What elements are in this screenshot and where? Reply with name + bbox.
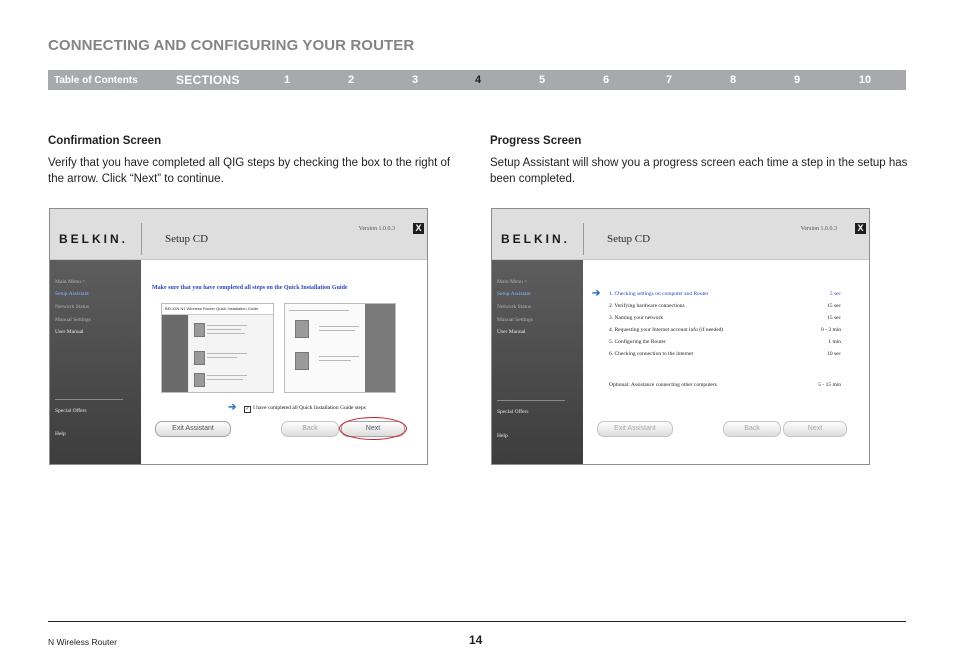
qig-preview-sidebar: [162, 315, 188, 392]
section-link-2[interactable]: 2: [347, 74, 355, 86]
section-link-6[interactable]: 6: [602, 74, 610, 86]
section-link-5[interactable]: 5: [538, 74, 546, 86]
app-sidebar: [50, 260, 141, 464]
text-line: [319, 360, 351, 361]
exit-assistant-button[interactable]: Exit Assistant: [155, 421, 231, 437]
exit-assistant-button[interactable]: Exit Assistant: [597, 421, 673, 437]
progress-description: Setup Assistant will show you a progress screen each time a step in the setup has been completed.: [490, 157, 908, 185]
section-link-10[interactable]: 10: [858, 74, 872, 86]
footer-product-name: N Wireless Router: [48, 637, 117, 647]
menu-special-offers[interactable]: Special Offers: [55, 408, 87, 414]
section-link-9[interactable]: 9: [793, 74, 801, 86]
text-line: [207, 333, 245, 334]
back-button[interactable]: Back: [281, 421, 339, 437]
progress-step: 1. Checking settings on computer and Router: [609, 291, 709, 297]
app-header: [50, 209, 427, 260]
next-button[interactable]: Next: [783, 421, 847, 437]
text-line: [207, 329, 241, 330]
confirmation-description: Verify that you have completed all QIG steps by checking the box to the right of the arrow. Click “Next” to continue.: [48, 157, 451, 185]
progress-step-time: 5 sec: [829, 291, 841, 297]
sidebar-divider: [497, 400, 565, 401]
confirmation-screenshot: [49, 208, 428, 465]
qig-preview-left: [161, 303, 274, 393]
text-line: [207, 379, 243, 380]
qig-complete-checkbox[interactable]: ✓: [245, 406, 250, 412]
app-title: Setup CD: [607, 233, 651, 245]
footer-divider: [48, 621, 906, 622]
confirmation-section: [48, 133, 466, 187]
text-line: [289, 310, 349, 311]
menu-user-manual[interactable]: User Manual: [497, 329, 526, 335]
belkin-logo: BELKIN.: [59, 232, 128, 246]
computer-image: [295, 320, 309, 338]
sections-label: SECTIONS: [176, 73, 240, 87]
close-icon[interactable]: X: [855, 223, 866, 234]
page-number: 14: [469, 633, 483, 647]
menu-special-offers[interactable]: Special Offers: [497, 409, 529, 415]
next-button[interactable]: Next: [341, 421, 405, 437]
progress-step: 2. Verifying hardware connections: [609, 303, 685, 309]
qig-complete-label: I have completed all Quick Installation Guide steps: [253, 405, 366, 411]
header-divider: [583, 223, 584, 255]
menu-help[interactable]: Help: [497, 433, 508, 439]
sidebar-divider: [55, 399, 123, 400]
qig-preview-side-panel: [365, 304, 395, 392]
back-button[interactable]: Back: [723, 421, 781, 437]
progress-step: 6. Checking connection to the internet: [609, 351, 694, 357]
section-link-3[interactable]: 3: [411, 74, 419, 86]
progress-step-time: 10 sec: [827, 351, 841, 357]
menu-main[interactable]: Main Menu >: [55, 279, 86, 285]
router-image: [194, 323, 205, 337]
section-link-7[interactable]: 7: [665, 74, 673, 86]
close-icon[interactable]: X: [413, 223, 424, 234]
section-nav: [48, 70, 906, 90]
version-label: Version 1.0.0.3: [358, 226, 395, 232]
progress-step-time: 0 - 3 min: [820, 327, 841, 333]
version-label: Version 1.0.0.3: [800, 226, 837, 232]
text-line: [207, 375, 247, 376]
section-link-1[interactable]: 1: [283, 74, 291, 86]
menu-setup-assistant[interactable]: Setup Assistant: [55, 291, 89, 297]
menu-help[interactable]: Help: [55, 431, 66, 437]
progress-screenshot: [491, 208, 870, 465]
qig-preview-page: [285, 304, 365, 392]
table-of-contents-link[interactable]: Table of Contents: [54, 75, 138, 86]
progress-section: [490, 133, 910, 187]
section-link-8[interactable]: 8: [729, 74, 737, 86]
section-link-4[interactable]: 4: [474, 74, 482, 86]
router-image: [194, 351, 205, 365]
confirmation-heading: Confirmation Screen: [48, 135, 162, 147]
menu-network-status[interactable]: Network Status: [497, 304, 532, 310]
menu-setup-assistant[interactable]: Setup Assistant: [497, 291, 531, 297]
progress-step: 4. Requesting your Internet account info (if needed): [609, 327, 724, 333]
arrow-right-icon: ➔: [228, 402, 237, 413]
qig-preview-body: [189, 315, 273, 392]
app-header: [492, 209, 869, 260]
current-step-arrow-icon: ➔: [592, 288, 601, 299]
progress-step-time: 15 sec: [827, 315, 841, 321]
text-line: [207, 357, 237, 358]
text-line: [319, 326, 359, 327]
progress-step-time: 1 min: [828, 339, 841, 345]
qig-instruction: Make sure that you have completed all steps on the Quick Installation Guide: [152, 285, 348, 291]
page-title: CONNECTING AND CONFIGURING YOUR ROUTER: [48, 37, 415, 54]
menu-network-status[interactable]: Network Status: [55, 304, 90, 310]
text-line: [319, 356, 359, 357]
menu-manual-settings[interactable]: Manual Settings: [55, 317, 91, 323]
text-line: [207, 353, 247, 354]
progress-heading: Progress Screen: [490, 135, 582, 147]
router-image: [194, 373, 205, 387]
progress-step-time: 15 sec: [827, 303, 841, 309]
computer-image: [295, 352, 309, 370]
qig-preview-header: BELKIN N1 Wireless Router Quick Installation Guide: [162, 304, 273, 315]
menu-user-manual[interactable]: User Manual: [55, 329, 84, 335]
qig-preview-right: [284, 303, 396, 393]
belkin-logo: BELKIN.: [501, 232, 570, 246]
app-title: Setup CD: [165, 233, 209, 245]
header-divider: [141, 223, 142, 255]
menu-manual-settings[interactable]: Manual Settings: [497, 317, 533, 323]
text-line: [207, 325, 247, 326]
menu-main[interactable]: Main Menu >: [497, 279, 528, 285]
app-sidebar: [492, 260, 583, 464]
optional-step: Optional: Assistance connecting other computers: [609, 382, 717, 388]
progress-step: 3. Naming your network: [609, 315, 664, 321]
optional-step-time: 5 - 15 min: [818, 382, 841, 388]
next-highlight-circle: [339, 417, 407, 440]
text-line: [319, 330, 355, 331]
progress-step: 5. Configuring the Router: [609, 339, 666, 345]
